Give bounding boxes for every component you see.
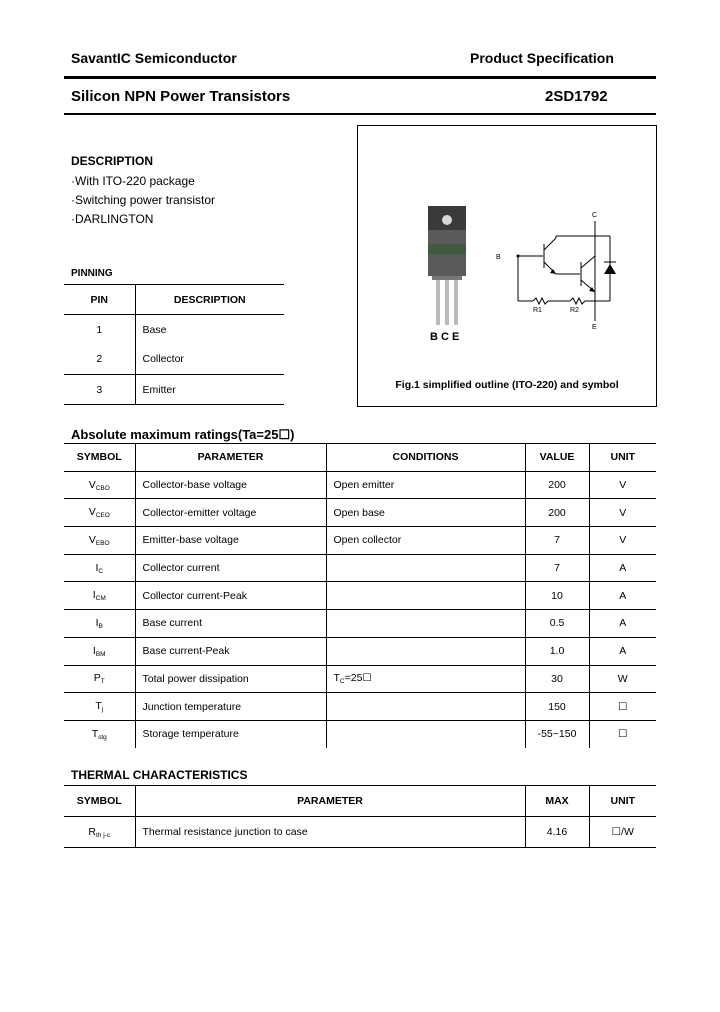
table-row <box>64 345 284 375</box>
symbol-subscript: th j-c <box>96 831 111 839</box>
symbol-subscript: T <box>100 678 105 686</box>
description-item: ·With ITO-220 package <box>71 174 195 188</box>
symbol-cell <box>64 720 135 748</box>
symbol-subscript: stg <box>98 733 107 741</box>
condition-tail: =25☐ <box>344 672 372 685</box>
symbol-subscript: j <box>101 706 104 714</box>
symbol-label-c: C <box>592 212 598 219</box>
symbol-cell <box>64 499 135 527</box>
parameter-cell: Collector-base voltage <box>135 471 326 499</box>
symbol-text: T <box>95 700 102 713</box>
column-header: UNIT <box>589 444 656 472</box>
condition-text: Open base <box>333 506 385 519</box>
symbol-cell <box>64 637 135 665</box>
condition-subscript: C <box>339 678 345 686</box>
symbol-subscript: CEO <box>95 512 110 520</box>
column-header: DESCRIPTION <box>135 285 284 315</box>
condition-cell <box>326 665 525 693</box>
symbol-text: I <box>92 589 96 602</box>
header-rule <box>64 76 656 79</box>
pin-description: Base <box>142 323 167 336</box>
darlington-symbol <box>518 221 616 321</box>
symbol-text: R <box>88 825 96 838</box>
condition-cell <box>326 471 525 499</box>
pin-labels: B C E <box>430 331 460 343</box>
description-item: ·DARLINGTON <box>71 212 154 226</box>
symbol-text: I <box>95 616 99 629</box>
column-header: SYMBOL <box>64 786 135 817</box>
unit-cell: V <box>589 499 656 527</box>
symbol-label-b: B <box>496 254 501 261</box>
package-marking <box>428 244 466 254</box>
symbol-label-e: E <box>592 324 597 331</box>
spec-label: Product Specification <box>470 50 614 66</box>
pinning-table <box>64 284 284 405</box>
table-row <box>64 527 656 555</box>
symbol-cell <box>64 817 135 848</box>
thermal-heading: THERMAL CHARACTERISTICS <box>71 768 248 782</box>
table-row <box>64 693 656 721</box>
unit-cell: V <box>589 527 656 555</box>
symbol-subscript: B <box>98 622 103 630</box>
document-title: Silicon NPN Power Transistors <box>71 88 291 105</box>
condition-cell <box>326 582 525 610</box>
table-header-row <box>64 285 284 315</box>
column-header: CONDITIONS <box>326 444 525 472</box>
unit-cell: A <box>589 637 656 665</box>
package-base <box>432 276 462 280</box>
parameter-cell: Collector-emitter voltage <box>135 499 326 527</box>
table-row <box>64 637 656 665</box>
description-heading: DESCRIPTION <box>71 154 154 168</box>
parameter-cell: Collector current-Peak <box>135 582 326 610</box>
symbol-subscript: C <box>98 567 104 575</box>
table-row <box>64 554 656 582</box>
table-row <box>64 665 656 693</box>
symbol-subscript: BM <box>95 650 106 658</box>
value-cell: 1.0 <box>525 637 589 665</box>
value-cell: 10 <box>525 582 589 610</box>
symbol-cell <box>64 693 135 721</box>
unit-cell: A <box>589 610 656 638</box>
value-cell: 150 <box>525 693 589 721</box>
package-outline-drawing <box>358 126 658 376</box>
parameter-cell: Base current <box>135 610 326 638</box>
parameter-cell: Base current-Peak <box>135 637 326 665</box>
table-row <box>64 315 284 345</box>
symbol-label-r1: R1 <box>533 307 542 314</box>
unit-cell: ☐ <box>589 693 656 721</box>
parameter-cell: Total power dissipation <box>135 665 326 693</box>
thermal-table <box>64 785 656 848</box>
mounting-hole <box>442 215 452 225</box>
lead-base <box>436 280 440 325</box>
description-item: ·Switching power transistor <box>71 193 216 207</box>
table-header-row <box>64 786 656 817</box>
parameter-cell: Emitter-base voltage <box>135 527 326 555</box>
symbol-text: T <box>91 727 99 740</box>
pin-number: 2 <box>64 345 135 375</box>
abs-max-heading: Absolute maximum ratings(Ta=25☐) <box>71 427 295 442</box>
pin-number: 1 <box>64 315 135 345</box>
condition-text: Open emitter <box>333 479 395 492</box>
column-header: PARAMETER <box>135 786 525 817</box>
condition-cell <box>326 527 525 555</box>
unit-cell: ☐/W <box>589 817 656 848</box>
unit-cell: V <box>589 471 656 499</box>
table-row <box>64 610 656 638</box>
lead-emitter <box>454 280 458 325</box>
symbol-label-r2: R2 <box>570 307 579 314</box>
table-row <box>64 499 656 527</box>
column-header: SYMBOL <box>64 444 135 472</box>
column-header: PARAMETER <box>135 444 326 472</box>
unit-cell: A <box>589 582 656 610</box>
company-name: SavantIC Semiconductor <box>71 50 237 66</box>
condition-cell <box>326 554 525 582</box>
symbol-cell <box>64 554 135 582</box>
table-row <box>64 375 284 405</box>
value-cell: 30 <box>525 665 589 693</box>
table-row <box>64 582 656 610</box>
junction-dot <box>517 255 520 258</box>
symbol-text: I <box>95 561 99 574</box>
unit-cell: W <box>589 665 656 693</box>
pinning-heading: PINNING <box>71 268 113 279</box>
table-row <box>64 471 656 499</box>
condition-cell <box>326 693 525 721</box>
condition-text: Open collector <box>333 534 402 547</box>
symbol-cell <box>64 610 135 638</box>
parameter-cell: Collector current <box>135 554 326 582</box>
pin-number: 3 <box>64 375 135 405</box>
title-rule <box>64 113 656 115</box>
condition-cell <box>326 499 525 527</box>
symbol-text: V <box>88 506 96 519</box>
table-header-row <box>64 444 656 472</box>
pin-description: Collector <box>142 353 184 366</box>
value-cell: -55~150 <box>525 720 589 748</box>
symbol-cell <box>64 665 135 693</box>
max-cell: 4.16 <box>525 817 589 848</box>
symbol-cell <box>64 527 135 555</box>
symbol-text: P <box>93 672 101 685</box>
symbol-subscript: CM <box>95 595 106 603</box>
value-cell: 200 <box>525 499 589 527</box>
unit-cell: A <box>589 554 656 582</box>
symbol-text: V <box>88 533 96 546</box>
pin-description: Emitter <box>135 375 284 405</box>
value-cell: 7 <box>525 554 589 582</box>
value-cell: 0.5 <box>525 610 589 638</box>
symbol-subscript: EBO <box>95 539 110 547</box>
condition-cell <box>326 610 525 638</box>
symbol-text: V <box>88 478 96 491</box>
column-header: VALUE <box>525 444 589 472</box>
symbol-subscript: CBO <box>95 484 110 492</box>
table-row <box>64 817 656 848</box>
value-cell: 200 <box>525 471 589 499</box>
part-number: 2SD1792 <box>545 88 608 105</box>
symbol-cell <box>64 471 135 499</box>
symbol-text: I <box>92 644 96 657</box>
parameter-cell: Junction temperature <box>135 693 326 721</box>
lead-collector <box>445 280 449 325</box>
condition-cell <box>326 720 525 748</box>
table-row <box>64 720 656 748</box>
emitter-arrow-icon <box>550 269 556 274</box>
value-cell: 7 <box>525 527 589 555</box>
symbol-cell <box>64 582 135 610</box>
condition-cell <box>326 637 525 665</box>
unit-cell: ☐ <box>589 720 656 748</box>
condition-text: T <box>333 672 340 685</box>
parameter-cell: Storage temperature <box>135 720 326 748</box>
figure-box <box>357 125 657 407</box>
column-header: PIN <box>64 285 135 315</box>
column-header: MAX <box>525 786 589 817</box>
abs-max-table <box>64 443 656 748</box>
figure-caption: Fig.1 simplified outline (ITO-220) and symbol <box>395 379 619 391</box>
column-header: UNIT <box>589 786 656 817</box>
diode-icon <box>604 264 616 274</box>
parameter-cell: Thermal resistance junction to case <box>135 817 525 848</box>
